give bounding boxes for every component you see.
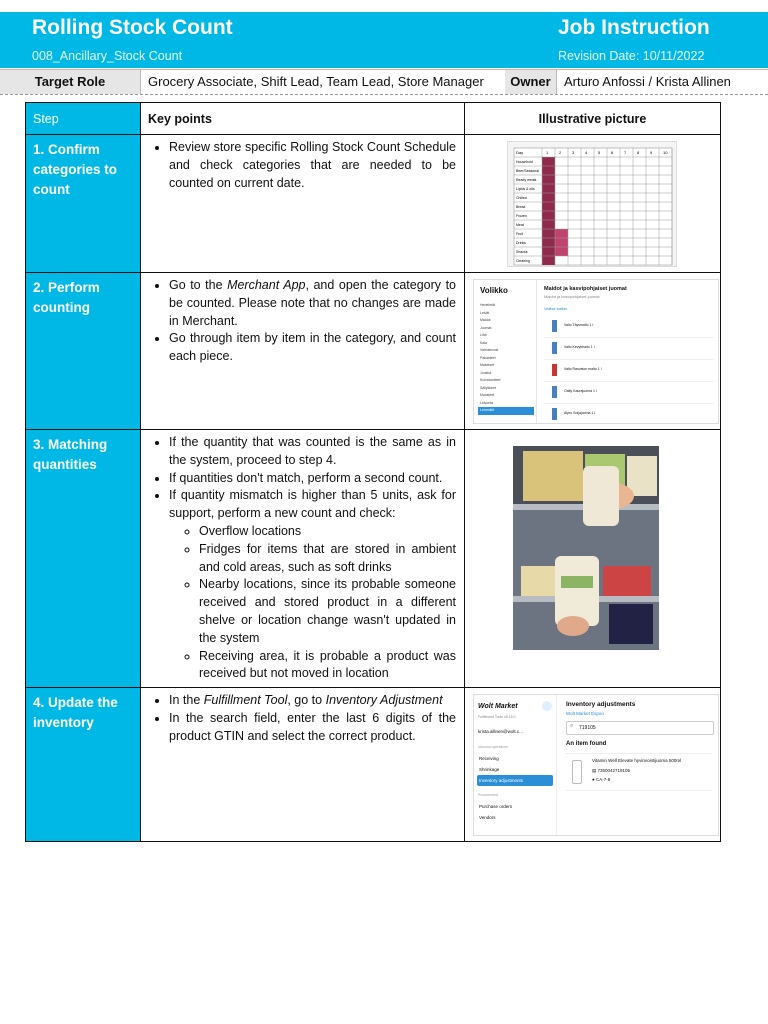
merchant-product-row[interactable]	[544, 338, 714, 360]
key-point: • Go to the Merchant App, and open the category to be counted. Please note that no changes are made in Merchant.	[169, 277, 456, 330]
product-thumbnail	[572, 760, 582, 784]
wolt-logo: Wolt Market	[478, 703, 518, 711]
step-row	[26, 430, 721, 688]
merchant-link: Valitse kaikki	[544, 306, 567, 311]
panel-store: Wolt Market Espoo	[566, 711, 604, 717]
fulfillment-nav-1	[477, 753, 553, 786]
schedule-highlight-cells	[555, 229, 568, 256]
panel-title: Inventory adjustments	[566, 701, 636, 709]
product-thumbnail	[552, 364, 557, 376]
merchant-product-row[interactable]	[544, 382, 714, 404]
key-point: • If quantity mismatch is higher than 5 units, ask for support, perform a new count and check: ◦ Overflow locations ◦ Fridges for items that are stored in ambient and cold areas, such as soft drinks ◦ Nearby locations, since its probable someone received and stored product in a different shelve or location change wasn't updated in the system ◦ Receiving area, it is probable a product was received but not moved in location	[169, 487, 456, 683]
key-points	[141, 273, 465, 430]
schedule-row-label: Frozen	[516, 214, 527, 218]
schedule-row-label: Household	[516, 160, 533, 164]
merchant-sidebar-item[interactable]: Liha	[480, 333, 487, 337]
fulfillment-version: Fulfillment Tools v6.15.0	[478, 715, 516, 720]
sub-point: ◦ Fridges for items that are stored in ambient and cold areas, such as soft drinks	[199, 541, 456, 577]
schedule-row-label: Chilled	[516, 196, 527, 200]
key-points	[141, 135, 465, 273]
role-row	[0, 69, 768, 95]
item-gtin: ▤ 7350042719105	[592, 768, 631, 774]
sub-point: ◦ Overflow locations	[199, 523, 456, 541]
product-name: Valio Kevytmaito 1 l	[564, 345, 595, 349]
merchant-product-list	[544, 316, 714, 424]
merchant-sidebar-item[interactable]: Juomat	[480, 325, 492, 330]
steps-table	[25, 102, 721, 842]
schedule-header-day: Day	[516, 150, 524, 155]
merchant-product-row[interactable]	[544, 360, 714, 382]
schedule-row-label: Snacks	[516, 250, 528, 254]
schedule-row-label: Bread	[516, 205, 526, 209]
merchant-sidebar-item[interactable]: Leivonta	[480, 400, 494, 405]
schedule-row-label: Fruit	[516, 232, 523, 236]
merchant-sidebar-item[interactable]: Juustot	[480, 370, 492, 375]
product-thumbnail	[552, 408, 557, 420]
owner-label: Owner	[505, 70, 557, 94]
schedule-row-label: Beer/Seasonal	[516, 169, 539, 173]
nav-item-inventory-adjustments[interactable]: Inventory adjustments	[477, 775, 553, 786]
step-label: 2. Perform counting	[26, 273, 141, 430]
illustrative-picture	[465, 688, 721, 842]
product-thumbnail	[552, 342, 557, 354]
merchant-product-row[interactable]	[544, 404, 714, 424]
merchant-product-row[interactable]	[544, 316, 714, 338]
merchant-sidebar-item[interactable]: Hedelmät	[480, 303, 495, 307]
result-item[interactable]	[566, 753, 712, 791]
illustrative-picture	[465, 135, 721, 273]
schedule-grid-image	[508, 142, 676, 266]
product-name: Valio Täysmaito 1 l	[564, 323, 594, 327]
merchant-page-subtitle: Maidot ja kasvipohjaiset juomat	[544, 294, 600, 299]
schedule-column-header: 10	[663, 150, 668, 155]
illustrative-picture	[465, 273, 721, 430]
fulfillment-sidebar	[474, 695, 557, 835]
header-key-points: Key points	[141, 103, 465, 135]
document-title: Rolling Stock Count	[32, 16, 233, 39]
merchant-sidebar-list	[478, 302, 534, 415]
search-input[interactable]	[566, 721, 714, 735]
merchant-sidebar-item[interactable]: Valmisruoat	[480, 348, 499, 352]
schedule-column-header: 7	[624, 150, 627, 155]
target-roles: Grocery Associate, Shift Lead, Team Lead, Store Manager	[141, 70, 506, 94]
key-points	[141, 688, 465, 842]
document-code: 008_Ancillary_Stock Count	[32, 49, 183, 63]
owner-value: Arturo Anfossi / Krista Allinen	[564, 74, 731, 89]
schedule-row-label: Meat	[516, 223, 524, 227]
product-name: Valio Rasvaton maito 1 l	[564, 367, 602, 371]
key-point: • Review store specific Rolling Stock Count Schedule and check categories that are needed to be counted on current date.	[169, 139, 456, 192]
nav-item-receiving[interactable]: Receiving	[479, 756, 499, 762]
key-point: • In the Fulfillment Tool, go to Inventory Adjustment	[169, 692, 456, 710]
nav-item-shrinkage[interactable]: Shrinkage	[479, 767, 500, 773]
nav-item-purchase-orders[interactable]: Purchase orders	[479, 804, 513, 810]
search-value: 719105	[579, 725, 596, 732]
key-point: • If quantities don't match, perform a second count.	[169, 470, 456, 488]
schedule-grid-bg	[514, 148, 672, 265]
fulfillment-tool-screenshot	[473, 694, 719, 836]
table-header-row	[26, 103, 721, 135]
revision-date: Revision Date: 10/11/2022	[558, 49, 705, 63]
merchant-app-title: Volikko	[480, 286, 508, 295]
nav-item-vendors[interactable]: Vendors	[479, 815, 496, 821]
step-row	[26, 135, 721, 273]
sub-point: ◦ Nearby locations, since its probable someone received and stored product in a different shelve or location change wasn't updated in the system	[199, 576, 456, 647]
key-point: • In the search field, enter the last 6 digits of the product GTIN and select the correct product.	[169, 710, 456, 746]
merchant-sidebar-item[interactable]: Säilykkeet	[480, 385, 496, 390]
key-points	[141, 430, 465, 688]
header-step: Step	[26, 103, 141, 135]
merchant-sidebar-item[interactable]: Lemmikit	[478, 407, 534, 415]
document-type: Job Instruction	[558, 16, 710, 39]
merchant-app-screenshot	[473, 279, 719, 424]
product-thumbnail	[552, 386, 557, 398]
merchant-sidebar-item[interactable]: Maidot	[480, 318, 491, 322]
schedule-column-header: 9	[650, 150, 653, 155]
schedule-picture	[507, 141, 677, 267]
schedule-column-header: 1	[546, 150, 549, 155]
shelf-photo-illustration	[513, 446, 659, 650]
product-thumbnail	[552, 320, 557, 332]
item-location: ● CA-7-8	[592, 777, 611, 783]
step-label: 3. Matching quantities	[26, 430, 141, 688]
schedule-row-label: Lipids & oils	[516, 187, 535, 191]
merchant-sidebar-item[interactable]: Makeiset	[480, 363, 495, 367]
illustrative-picture	[465, 430, 721, 688]
schedule-column-header: 8	[637, 150, 640, 155]
document-header	[0, 12, 768, 68]
step-row	[26, 273, 721, 430]
stock-photo	[513, 446, 659, 650]
merchant-sidebar-item[interactable]: Kala	[480, 340, 488, 345]
schedule-column-header: 5	[598, 150, 601, 155]
result-label: An item found	[566, 741, 607, 748]
header-picture: Illustrative picture	[465, 103, 721, 135]
merchant-sidebar-item[interactable]: Mausteet	[480, 393, 495, 397]
merchant-sidebar-item[interactable]: Kuivatuotteet	[480, 378, 501, 382]
merchant-sidebar	[474, 280, 537, 423]
anchor-icon	[542, 701, 552, 711]
key-point: • Go through item by item in the category, and count each piece.	[169, 330, 456, 366]
key-point: • If the quantity that was counted is the same as in the system, proceed to step 4.	[169, 434, 456, 470]
schedule-row-label: Drinks	[516, 241, 526, 245]
product-name: Oatly Kaurajuoma 1 l	[564, 389, 597, 393]
product-name: Alpro Soijajuoma 1 l	[564, 411, 596, 415]
merchant-sidebar-item[interactable]: Leivät	[480, 310, 490, 315]
merchant-page-title: Maidot ja kasvipohjaiset juomat	[544, 286, 627, 292]
schedule-column-header: 4	[585, 150, 588, 155]
sub-point: ◦ Receiving area, it is probable a product was received but not moved in location	[199, 648, 456, 684]
fulfillment-nav-2	[477, 801, 553, 823]
nav-section-label: Inbound operations	[478, 745, 508, 750]
schedule-column-header: 3	[572, 150, 575, 155]
nav-section-label: Procurement	[478, 793, 499, 798]
search-icon: ⌕	[570, 723, 574, 730]
schedule-row-label: Cleaning	[516, 259, 530, 263]
fulfillment-user: krista.allinen@wolt.c...	[478, 729, 523, 735]
merchant-sidebar-item[interactable]: Pakasteet	[480, 355, 496, 360]
schedule-column-header: 6	[611, 150, 614, 155]
schedule-column-header: 2	[559, 150, 562, 155]
step-label: 4. Update the inventory	[26, 688, 141, 842]
target-role-label: Target Role	[0, 70, 141, 94]
item-name: Vitamin Well Elevate hyvinvointijuoma 500ml	[592, 758, 682, 764]
step-label: 1. Confirm categories to count	[26, 135, 141, 273]
step-row	[26, 688, 721, 842]
schedule-row-label: Ready meals	[516, 178, 537, 182]
